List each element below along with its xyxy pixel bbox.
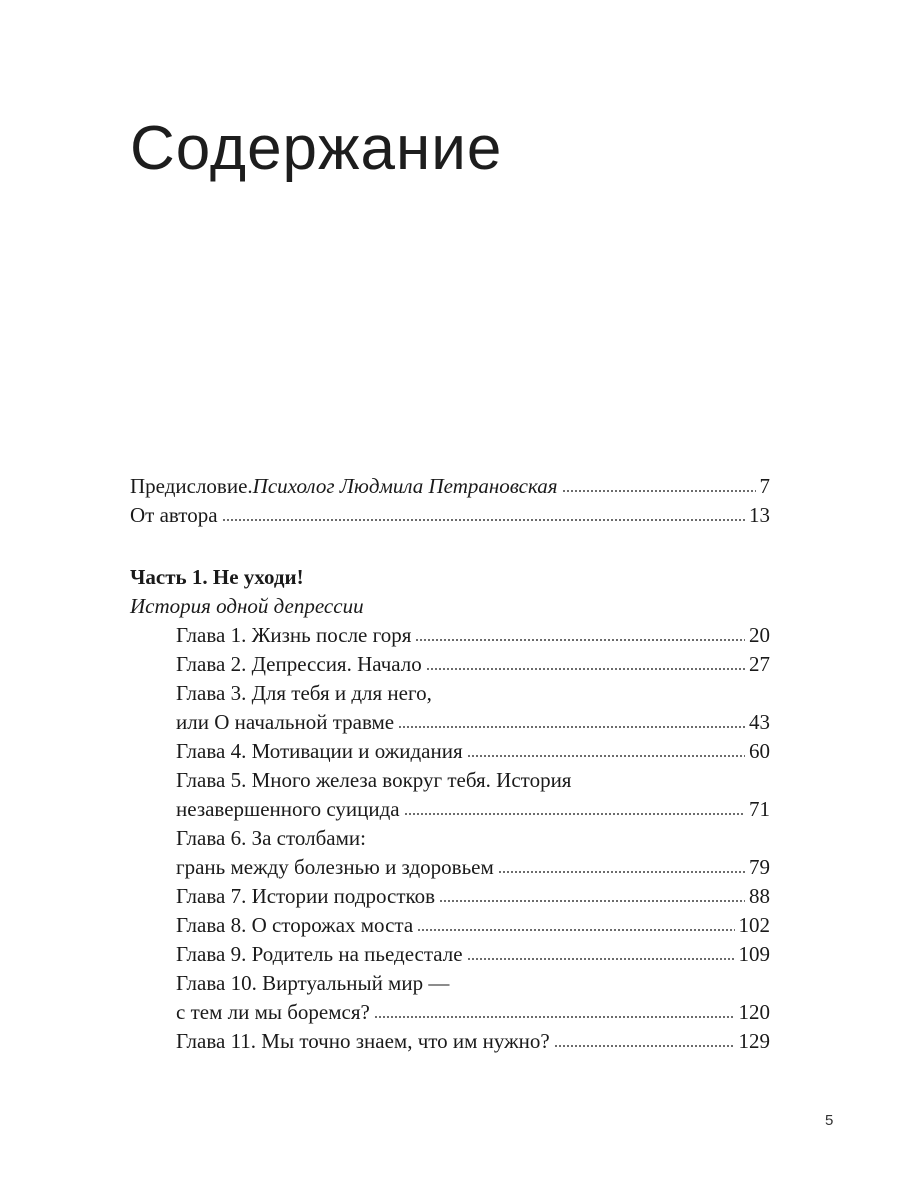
toc-entry-label: От автора	[130, 503, 218, 527]
toc-chapter-entry[interactable]	[130, 882, 770, 911]
dot-leader	[426, 652, 745, 671]
toc-chapter-label: Глава 9. Родитель на пьедестале	[176, 942, 463, 966]
toc-entry-label: Предисловие.	[130, 474, 253, 498]
dot-leader	[554, 1029, 735, 1048]
toc-page-number: 20	[749, 623, 770, 647]
toc-page-number: 71	[749, 797, 770, 821]
toc-chapter-entry[interactable]	[130, 969, 770, 998]
table-of-contents	[130, 472, 770, 1056]
page-number: 5	[825, 1112, 834, 1129]
dot-leader	[498, 855, 745, 874]
toc-chapter-label: Глава 11. Мы точно знаем, что им нужно?	[176, 1029, 550, 1053]
toc-chapter-label: с тем ли мы боремся?	[176, 1000, 370, 1024]
toc-page-number: 60	[749, 739, 770, 763]
toc-entry-preface[interactable]	[130, 472, 770, 501]
toc-chapter-entry[interactable]	[130, 766, 770, 795]
toc-chapter-entry[interactable]	[130, 911, 770, 940]
toc-chapter-label: Глава 1. Жизнь после горя	[176, 623, 412, 647]
toc-chapter-label: Глава 2. Депрессия. Начало	[176, 652, 422, 676]
toc-page-number: 7	[759, 474, 770, 498]
toc-chapter-entry[interactable]	[130, 708, 770, 737]
toc-page-number: 88	[749, 884, 770, 908]
toc-chapter-entry[interactable]	[130, 621, 770, 650]
toc-chapter-entry[interactable]	[130, 1027, 770, 1056]
chapter-list	[130, 621, 770, 1056]
toc-page-number: 43	[749, 710, 770, 734]
toc-entry-author: Психолог Людмила Петрановская	[252, 474, 558, 498]
toc-chapter-label: Глава 5. Много железа вокруг тебя. История	[176, 768, 572, 792]
toc-chapter-entry[interactable]	[130, 795, 770, 824]
toc-chapter-entry[interactable]	[130, 998, 770, 1027]
dot-leader	[374, 1000, 735, 1019]
dot-leader	[439, 884, 745, 903]
toc-chapter-label: Глава 7. Истории подростков	[176, 884, 436, 908]
toc-chapter-label: Глава 8. О сторожах моста	[176, 913, 414, 937]
dot-leader	[404, 797, 745, 816]
dot-leader	[562, 474, 756, 493]
toc-page-number: 13	[749, 503, 770, 527]
page-title: Содержание	[130, 114, 503, 183]
toc-page-number: 79	[749, 855, 770, 879]
toc-page-number: 120	[738, 1000, 770, 1024]
part-subtitle: История одной депрессии	[130, 594, 364, 618]
toc-chapter-label: незавершенного суицида	[176, 797, 400, 821]
toc-page-number: 102	[738, 913, 770, 937]
toc-chapter-entry[interactable]	[130, 679, 770, 708]
toc-chapter-label: грань между болезнью и здоровьем	[176, 855, 494, 879]
dot-leader	[398, 710, 745, 729]
toc-page-number: 27	[749, 652, 770, 676]
dot-leader	[467, 942, 735, 961]
toc-page-number: 109	[738, 942, 770, 966]
toc-chapter-label: или О начальной травме	[176, 710, 395, 734]
toc-chapter-entry[interactable]	[130, 824, 770, 853]
toc-chapter-entry[interactable]	[130, 650, 770, 679]
dot-leader	[222, 503, 745, 522]
toc-chapter-label: Глава 6. За столбами:	[176, 826, 366, 850]
toc-chapter-label: Глава 10. Виртуальный мир —	[176, 971, 450, 995]
dot-leader	[415, 623, 745, 642]
toc-entry-from-author[interactable]	[130, 501, 770, 530]
toc-chapter-entry[interactable]	[130, 737, 770, 766]
toc-chapter-label: Глава 3. Для тебя и для него,	[176, 681, 432, 705]
toc-chapter-entry[interactable]	[130, 940, 770, 969]
toc-chapter-entry[interactable]	[130, 853, 770, 882]
part-title[interactable]: Часть 1. Не уходи!	[130, 565, 304, 589]
dot-leader	[467, 739, 745, 758]
toc-chapter-label: Глава 4. Мотивации и ожидания	[176, 739, 463, 763]
dot-leader	[417, 913, 734, 932]
toc-page-number: 129	[738, 1029, 770, 1053]
